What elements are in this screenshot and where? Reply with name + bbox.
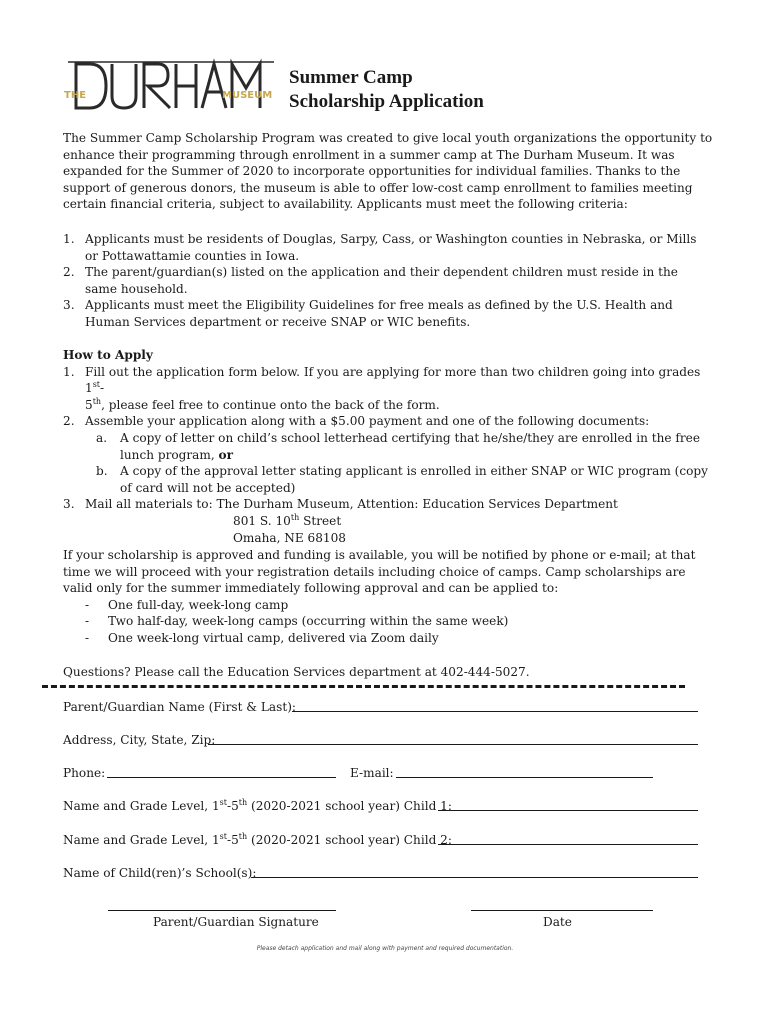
how-to-apply-heading: How to Apply (63, 348, 153, 362)
questions-line: Questions? Please call the Education Services department at 402-444-5027. (63, 665, 530, 679)
page-title (289, 66, 484, 114)
logo-letter-r (144, 64, 170, 108)
date-label: Date (543, 915, 572, 929)
list-item: 1. Applicants must be residents of Douglas, Sarpy, Cass, or Washington counties in Nebraska, or Mills or Pottawattamie counties in Iowa. (63, 232, 697, 263)
step-2-option-a: a. A copy of letter on child’s school letterhead certifying that he/she/they are enrolled in the free lunch program, or (96, 430, 700, 462)
footer-note: Please detach application and mail along with payment and required documentation. (256, 945, 514, 952)
signature-label: Parent/Guardian Signature (153, 915, 319, 929)
school-label: Name of Child(ren)’s School(s): (63, 866, 257, 880)
mailing-address-line-1: 801 S. 10th Street (233, 512, 342, 528)
child-2-field[interactable] (438, 844, 698, 845)
durham-museum-logo (62, 58, 280, 116)
how-to-apply-section (63, 347, 713, 546)
signature-field[interactable] (108, 910, 336, 911)
step-2: 2. Assemble your application along with a $5.00 payment and one of the following documents: (63, 414, 650, 429)
detach-cut-line (42, 685, 685, 688)
step-2-option-b: b. A copy of the approval letter stating applicant is enrolled in either SNAP or WIC program (copy of card will not be accepted) (96, 464, 708, 495)
phone-field[interactable] (107, 777, 336, 778)
list-item: - One full-day, week-long camp (85, 597, 289, 612)
step-1: 1. Fill out the application form below. If you are applying for more than two children going into grades 1st- 5th, please feel free to continue onto the back of the form. (63, 364, 701, 412)
list-item: 2. The parent/guardian(s) listed on the application and their dependent children must reside in the same household. (63, 265, 678, 296)
logo-letter-u (112, 64, 136, 108)
parent-name-label: Parent/Guardian Name (First & Last): (63, 700, 296, 714)
title-line-2: Scholarship Application (289, 91, 484, 112)
address-label: Address, City, State, Zip: (63, 733, 216, 747)
child-1-field[interactable] (438, 810, 698, 811)
list-item: - One week-long virtual camp, delivered via Zoom daily (85, 630, 439, 645)
logo-letter-d (76, 64, 106, 108)
address-field[interactable] (208, 744, 698, 745)
child-1-label: Name and Grade Level, 1st-5th (2020-2021 school year) Child 1: (63, 797, 452, 813)
criteria-list (63, 231, 713, 331)
parent-name-field[interactable] (292, 711, 698, 712)
email-label: E-mail: (350, 766, 394, 780)
step-3: 3. Mail all materials to: The Durham Museum, Attention: Education Services Department (63, 497, 618, 512)
approval-section (63, 547, 713, 647)
list-item: - Two half-day, week-long camps (occurring within the same week) (85, 614, 509, 629)
school-field[interactable] (251, 877, 698, 878)
logo-main-text: DURHAM (168, 114, 174, 115)
approval-paragraph: If your scholarship is approved and funding is available, you will be notified by phone or e-mail; at that time we will proceed with your registration details including choice of camps. Camp scholarships are valid only for the summer immediately following approval and can be applied to: (63, 548, 696, 596)
intro-paragraph: The Summer Camp Scholarship Program was created to give local youth organizations the opportunity to enhance their programming through enrollment in a summer camp at The Durham Museum. It was expanded for the Summer of 2020 to incorporate opportunities for individual families. Thanks to the support of generous donors, the museum is able to offer low-cost camp enrollment to families meeting certain financial criteria, subject to availability. Applicants must meet the following criteria: (63, 131, 713, 212)
logo-letter-m (232, 64, 260, 108)
date-field[interactable] (471, 910, 653, 911)
logo-museum-text: MUSEUM (222, 90, 273, 101)
phone-label: Phone: (63, 766, 106, 780)
logo-letter-a (202, 64, 226, 108)
child-2-label: Name and Grade Level, 1st-5th (2020-2021 school year) Child 2: (63, 831, 452, 847)
logo-the-text: THE (64, 90, 87, 101)
logo-letter-h (176, 64, 196, 108)
email-field[interactable] (396, 777, 653, 778)
list-item: 3. Applicants must meet the Eligibility Guidelines for free meals as defined by the U.S. Health and Human Services department or receive SNAP or WIC benefits. (63, 298, 673, 329)
mailing-address-line-2: Omaha, NE 68108 (233, 530, 347, 545)
title-line-1: Summer Camp (289, 67, 413, 88)
